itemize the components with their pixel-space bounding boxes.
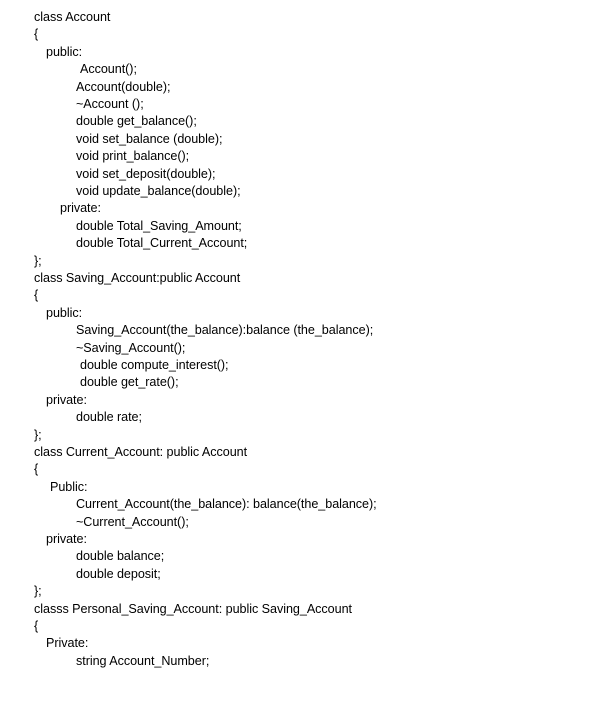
class-account-close-brace: };: [34, 254, 42, 268]
class-personal-saving-account-private-label: Private:: [46, 636, 89, 650]
class-current-account-member: ~Current_Account();: [76, 515, 189, 529]
class-current-account-member: Current_Account(the_balance): balance(the_balance);: [76, 497, 377, 511]
class-saving-account-member: double compute_interest();: [80, 358, 229, 372]
class-personal-saving-account-member: string Account_Number;: [76, 654, 210, 668]
class-saving-account-close-brace: };: [34, 428, 42, 442]
class-account-member: void print_balance();: [76, 149, 190, 163]
class-account-member: ~Account ();: [76, 97, 144, 111]
class-account-member: void set_balance (double);: [76, 132, 223, 146]
class-account-member: void set_deposit(double);: [76, 167, 216, 181]
class-current-account-private-label: private:: [46, 532, 87, 546]
class-current-account-member: double deposit;: [76, 567, 161, 581]
class-saving-account-public-label: public:: [46, 306, 83, 320]
class-account-open-brace: {: [34, 27, 39, 41]
class-account-member: double Total_Current_Account;: [76, 236, 248, 250]
class-personal-saving-account-open-brace: {: [34, 619, 39, 633]
class-account-member: Account(double);: [76, 80, 171, 94]
class-current-account-close-brace: };: [34, 584, 42, 598]
class-saving-account-member: Saving_Account(the_balance):balance (the_balance);: [76, 323, 374, 337]
class-current-account-member: double balance;: [76, 549, 165, 563]
class-saving-account-member: ~Saving_Account();: [76, 341, 186, 355]
class-saving-account-member: double rate;: [76, 410, 142, 424]
class-personal-saving-account-declaration: classs Personal_Saving_Account: public Saving_Account: [34, 602, 352, 616]
class-current-account-declaration: class Current_Account: public Account: [34, 445, 248, 459]
class-account-declaration: class Account: [34, 10, 111, 24]
class-account-member: double Total_Saving_Amount;: [76, 219, 242, 233]
class-account-member: Account();: [80, 62, 137, 76]
class-saving-account-declaration: class Saving_Account:public Account: [34, 271, 241, 285]
class-saving-account-open-brace: {: [34, 288, 39, 302]
class-saving-account-member: double get_rate();: [80, 375, 179, 389]
class-saving-account-private-label: private:: [46, 393, 87, 407]
class-account-member: double get_balance();: [76, 114, 197, 128]
class-current-account-open-brace: {: [34, 462, 39, 476]
class-account-private-label: private:: [60, 201, 101, 215]
class-account-member: void update_balance(double);: [76, 184, 241, 198]
class-current-account-public-label: Public:: [50, 480, 88, 494]
class-account-public-label: public:: [46, 45, 83, 59]
